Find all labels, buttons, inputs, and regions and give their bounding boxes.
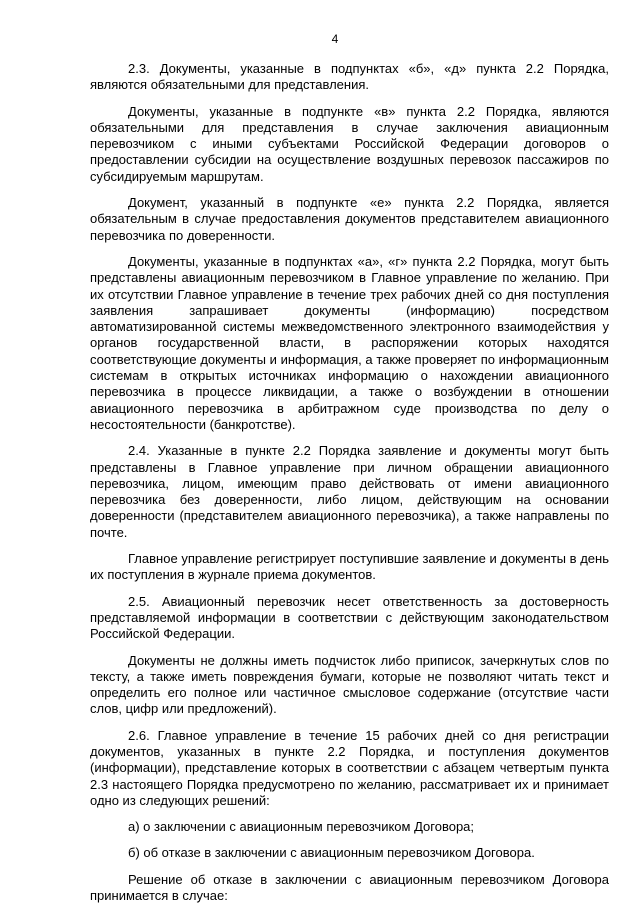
page-number: 4: [331, 32, 339, 46]
paragraph-2-3: 2.3. Документы, указанные в подпунктах «б», «д» пункта 2.2 Порядка, являются обязательными для представления.: [90, 61, 609, 93]
list-item-a: а) о заключении с авиационным перевозчиком Договора;: [128, 819, 475, 835]
paragraph: Документы не должны иметь подчисток либо приписок, зачеркнутых слов по тексту, а также иметь повреждения бумаги, которые не позволяют читать текст и определить его полное или частичное смысловое содержание (отсутствие части слов, цифр или предложений).: [90, 652, 609, 717]
document-body: [90, 61, 609, 914]
list-item-b: б) об отказе в заключении с авиационным перевозчиком Договора.: [128, 845, 535, 861]
paragraph: Документы, указанные в подпунктах «а», «г» пункта 2.2 Порядка, могут быть представлены авиационным перевозчиком в Главное управление по желанию. При их отсутствии Главное управление в течение трех рабочих дней со дня поступления заявления запрашивает документы (информацию) посредством автоматизированной системы межведомственного электронного взаимодействия у органов государственной власти, в распоряжении которых находятся соответствующие документы и информация, а также проверяет по информационным системам в открытых источниках информацию о нахождении авиационного перевозчика в процессе ликвидации, а также о возбуждении в отношении авиационного перевозчика в арбитражном суде производства по делу о несостоятельности (банкротстве).: [90, 253, 609, 432]
paragraph-2-5: 2.5. Авиационный перевозчик несет ответственность за достоверность представляемой информации в соответствии с действующим законодательством Российской Федерации.: [90, 593, 609, 642]
paragraph: Решение об отказе в заключении с авиационным перевозчиком Договора принимается в случае:: [90, 871, 609, 904]
paragraph-2-4: 2.4. Указанные в пункте 2.2 Порядка заявление и документы могут быть представлены в Главное управление при личном обращении авиационного перевозчика, лицом, имеющим право действовать от имени авиационного перевозчика без доверенности, либо лицом, действующим на основании доверенности (представителем авиационного перевозчика), а также направлены по почте.: [90, 443, 609, 540]
paragraph: Документ, указанный в подпункте «е» пункта 2.2 Порядка, является обязательным в случае предоставления документов представителем авиационного перевозчика по доверенности.: [90, 195, 609, 243]
paragraph: Главное управление регистрирует поступившие заявление и документы в день их поступления в журнале приема документов.: [90, 551, 609, 583]
paragraph: Документы, указанные в подпункте «в» пункта 2.2 Порядка, являются обязательными для представления в случае заключения авиационным перевозчиком с иными субъектами Российской Федерации договоров о предоставлении субсидии на осуществление воздушных перевозок пассажиров по субсидируемым маршрутам.: [90, 103, 609, 184]
paragraph-2-6: 2.6. Главное управление в течение 15 рабочих дней со дня регистрации документов, указанных в пункте 2.2 Порядка, и поступления документов (информации), представление которых в соответствии с абзацем четвертым пункта 2.3 настоящего Порядка предусмотрено по желанию, рассматривает их и принимает одно из следующих решений:: [90, 727, 609, 808]
